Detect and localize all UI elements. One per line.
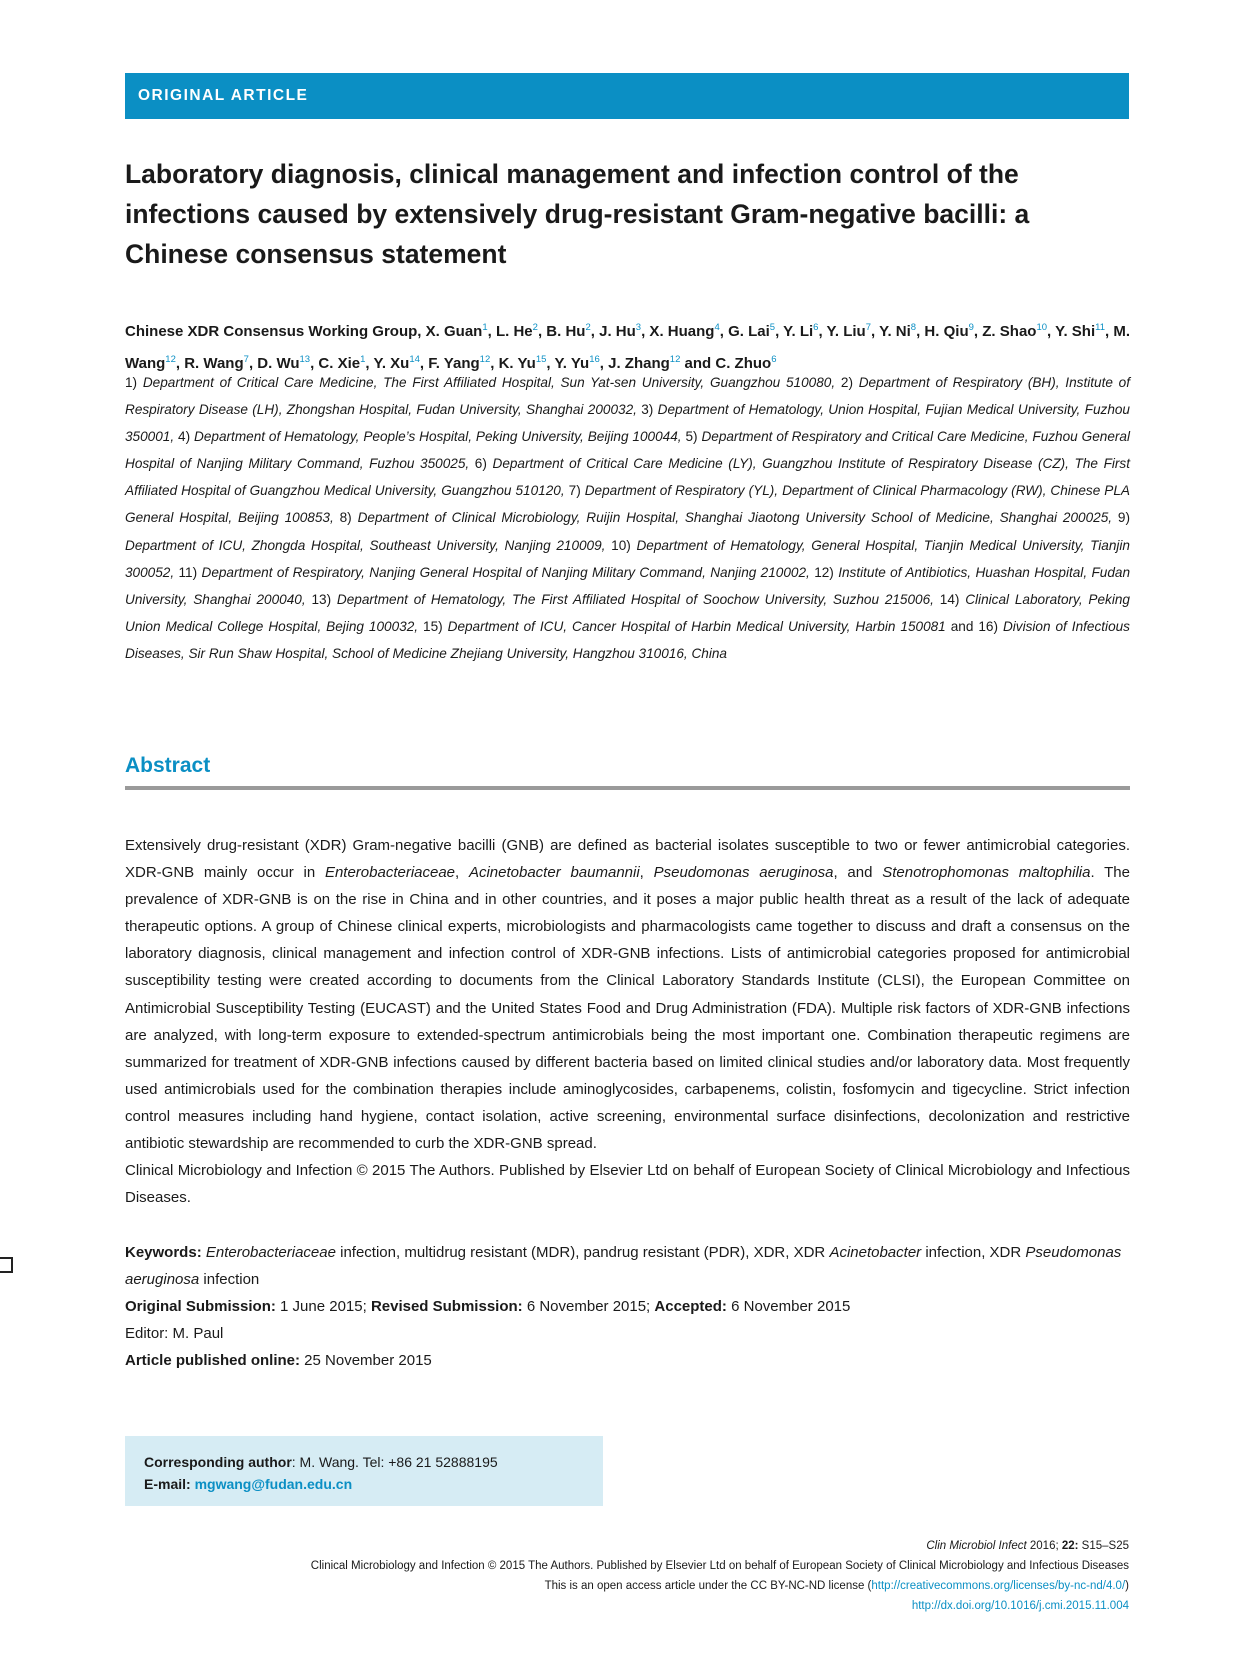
author-name: , Y. Yu — [546, 355, 590, 372]
affiliation-number: 2) — [840, 375, 859, 390]
footer-copyright: Clinical Microbiology and Infection © 2015 The Authors. Published by Elsevier Ltd on behalf of European Society of Clinical Microbiology and Infectious Diseases — [310, 1560, 1129, 1572]
page-footer — [129, 1536, 1129, 1616]
affiliation-ref[interactable]: 2 — [585, 322, 591, 333]
affiliation-ref[interactable]: 8 — [910, 322, 917, 333]
affiliation-ref[interactable]: 14 — [409, 354, 420, 365]
affiliation-ref[interactable]: 7 — [243, 354, 249, 365]
affiliation-ref[interactable]: 1 — [360, 354, 366, 365]
affiliation-number: 8) — [339, 510, 358, 526]
affiliation-number: 14) — [939, 591, 966, 607]
affiliation-ref[interactable]: 2 — [532, 322, 538, 333]
article-title: Laboratory diagnosis, clinical management and infection control of the infections caused by extensively drug-resistant Gram-negative bacilli: a Chinese consensus statement — [125, 159, 1030, 269]
author-name: , Y. Li — [775, 323, 814, 340]
affiliation-number: 12) — [814, 564, 839, 580]
affiliation-text: Institute of Antibiotics, Huashan Hospital, Fudan University, Shanghai 200040, — [125, 564, 1131, 607]
affiliation-number: 6) — [474, 456, 493, 472]
email-link[interactable]: mgwang@fudan.edu.cn — [194, 1476, 353, 1492]
affiliation-text: Department of Hematology, General Hospital, Tianjin Medical University, Tianjin 300052, — [125, 537, 1130, 580]
keywords: Keywords: Enterobacteriaceae infection, multidrug resistant (MDR), pandrug resistant (PDR), XDR, XDR Acinetobacter infection, XDR Pseudomonas aeruginosa infection — [125, 1244, 1122, 1288]
affiliation-text: Department of Critical Care Medicine, The First Affiliated Hospital, Sun Yat-sen University, Guangzhou 510080, — [142, 375, 841, 390]
article-type-banner: ORIGINAL ARTICLE — [125, 73, 1129, 119]
abstract-heading: Abstract — [125, 754, 211, 777]
author-name: , B. Hu — [537, 323, 586, 340]
affiliation-text: Department of Clinical Microbiology, Ruijin Hospital, Shanghai Jiaotong University School of Medicine, Shanghai 200025, — [357, 510, 1118, 526]
abstract-body — [125, 832, 1130, 1211]
affiliation-number: 5) — [685, 429, 702, 445]
affiliation-number: 11) — [178, 564, 202, 580]
affiliation-ref[interactable]: 12 — [669, 354, 681, 365]
license-notice: This is an open access article under the CC BY-NC-ND license (http://creativecommons.org/licenses/by-nc-nd/4.0/) — [544, 1580, 1129, 1592]
author-name: , H. Qiu — [916, 323, 969, 340]
author-name: , G. Lai — [719, 323, 770, 340]
affiliation-number: 4) — [178, 429, 195, 445]
submission-dates: Original Submission: 1 June 2015; Revised Submission: 6 November 2015; Accepted: 6 November 2015 — [125, 1298, 851, 1315]
abstract-paragraph: Extensively drug-resistant (XDR) Gram-negative bacilli (GNB) are defined as bacterial isolates susceptible to two or fewer antimicrobial categories. XDR-GNB mainly occur in Enterobacteriaceae, Acinetobacter baumannii, Pseudomonas aeruginosa, and Stenotrophomonas maltophilia. The prevalence of XDR-GNB is on the rise in China and in other countries, and it poses a major public health threat as a result of the lack of adequate therapeutic options. A group of Chinese clinical experts, microbiologists and pharmacologists came together to discuss and draft a consensus on the laboratory diagnosis, clinical management and infection control of XDR-GNB infections. Lists of antimicrobial categories proposed for antimicrobial susceptibility testing were created according to documents from the Clinical Laboratory Standards Institute (CLSI), the European Committee on Antimicrobial Susceptibility Testing (EUCAST) and the United States Food and Drug Administration (FDA). Multiple risk factors of XDR-GNB infections are analyzed, with long-term exposure to extended-spectrum antimicrobials being the most important one. Combination therapeutic regimens are summarized for treatment of XDR-GNB infections caused by different bacteria based on limited clinical studies and/or laboratory data. Most frequently used antimicrobials used for the combination therapies include aminoglycosides, carbapenems, colistin, fosfomycin and tigecycline. Strict infection control measures including hand hygiene, contact isolation, active screening, environmental surface disinfections, decolonization and restrictive antibiotic stewardship are recommended to curb the XDR-GNB spread. — [125, 837, 1130, 1153]
author-name: , D. Wu — [248, 355, 300, 372]
affiliation-text: Department of Respiratory (YL), Department of Clinical Pharmacology (RW), Chinese PLA General Hospital, Beijing 100853, — [125, 483, 1130, 526]
author-name: , L. He — [487, 323, 533, 340]
affiliation-number: 3) — [641, 402, 658, 418]
author-name: , Y. Liu — [818, 323, 866, 340]
published-online: Article published online: 25 November 2015 — [125, 1352, 432, 1369]
affiliation-ref[interactable]: 7 — [865, 322, 872, 333]
author-name: Chinese XDR Consensus Working Group, X. Guan — [125, 323, 483, 340]
affiliation-text: Department of Critical Care Medicine (LY), Guangzhou Institute of Respiratory Disease (CZ), The First Affiliated Hospital of Guangzhou Medical University, Guangzhou 510120, — [125, 456, 1130, 499]
affiliation-ref[interactable]: 10 — [1036, 322, 1048, 333]
affiliation-text: Department of Hematology, People’s Hospital, Peking University, Beijing 100044, — [194, 429, 686, 445]
affiliation-text: Department of Hematology, The First Affiliated Hospital of Soochow University, Suzhou 215006, — [336, 591, 940, 607]
article-metadata — [125, 1239, 1130, 1374]
affiliation-text: Department of Respiratory (BH), Institute of Respiratory Disease (LH), Zhongshan Hospital, Fudan University, Shanghai 200032, — [125, 375, 1130, 418]
affiliation-number: 10) — [611, 537, 637, 553]
affiliation-number: 1) — [125, 375, 143, 390]
corresponding-author: Corresponding author: M. Wang. Tel: +86 21 52888195 — [144, 1454, 498, 1470]
affiliation-ref[interactable]: 16 — [589, 354, 600, 365]
author-name: , Z. Shao — [973, 323, 1037, 340]
author-name: , M. Wang — [125, 323, 1131, 372]
author-name: and C. Zhuo — [680, 355, 772, 372]
affiliation-number: 15) — [423, 618, 448, 634]
page-edge-marker — [0, 1257, 13, 1273]
author-name: , F. Yang — [419, 355, 480, 372]
corresponding-author-box — [125, 1436, 603, 1506]
affiliation-text: Clinical Laboratory, Peking Union Medical College Hospital, Bejing 100032, — [125, 591, 1130, 634]
affiliation-ref[interactable]: 15 — [535, 354, 547, 365]
journal-citation: Clin Microbiol Infect 2016; 22: S15–S25 — [926, 1540, 1129, 1552]
affiliation-number: and 16) — [950, 618, 1003, 634]
affiliation-ref[interactable]: 13 — [299, 354, 311, 365]
affiliation-ref[interactable]: 3 — [635, 322, 642, 333]
affiliation-text: Department of Respiratory and Critical Care Medicine, Fuzhou General Hospital of Nanjing Military Command, Fuzhou 350025, — [125, 429, 1130, 472]
affiliation-ref[interactable]: 12 — [165, 354, 176, 365]
author-name: , Y. Xu — [365, 355, 410, 372]
affiliation-text: Department of Hematology, Union Hospital, Fujian Medical University, Fuzhou 350001, — [125, 402, 1130, 445]
affiliation-text: Department of ICU, Cancer Hospital of Harbin Medical University, Harbin 150081 — [447, 618, 951, 634]
affiliation-ref[interactable]: 12 — [479, 354, 491, 365]
affiliation-ref[interactable]: 6 — [771, 354, 777, 365]
affiliation-text: Department of Respiratory, Nanjing General Hospital of Nanjing Military Command, Nanjing 210002, — [201, 564, 815, 580]
affiliation-text: Division of Infectious Diseases, Sir Run Shaw Hospital, School of Medicine Zhejiang University, Hangzhou 310016, China — [125, 618, 1130, 661]
doi-link[interactable]: http://dx.doi.org/10.1016/j.cmi.2015.11.004 — [911, 1600, 1129, 1612]
affiliation-ref[interactable]: 1 — [482, 322, 488, 333]
affiliation-ref[interactable]: 11 — [1095, 322, 1105, 333]
author-name: , J. Zhang — [599, 355, 670, 372]
copyright-statement: Clinical Microbiology and Infection © 2015 The Authors. Published by Elsevier Ltd on behalf of European Society of Clinical Microbiology and Infectious Diseases. — [125, 1162, 1130, 1207]
author-name: , C. Xie — [310, 355, 361, 372]
affiliation-list — [125, 369, 1130, 667]
author-name: , K. Yu — [490, 355, 536, 372]
author-name: , R. Wang — [175, 355, 244, 372]
author-name: , Y. Shi — [1047, 323, 1096, 340]
affiliation-number: 7) — [568, 483, 585, 499]
affiliation-ref[interactable]: 9 — [968, 322, 974, 333]
affiliation-ref[interactable]: 4 — [714, 322, 720, 333]
affiliation-number: 9) — [1117, 510, 1130, 526]
author-name: , J. Hu — [590, 323, 636, 340]
affiliation-ref[interactable]: 6 — [813, 322, 819, 333]
license-link[interactable]: http://creativecommons.org/licenses/by-nc-nd/4.0/ — [871, 1580, 1126, 1592]
affiliation-ref[interactable]: 5 — [769, 322, 776, 333]
author-name: , Y. Ni — [871, 323, 911, 340]
affiliation-text: Department of ICU, Zhongda Hospital, Southeast University, Nanjing 210009, — [125, 537, 612, 553]
affiliation-number: 13) — [311, 591, 337, 607]
abstract-divider — [125, 786, 1130, 790]
editor: Editor: M. Paul — [125, 1325, 224, 1342]
author-name: , X. Huang — [641, 323, 715, 340]
corresponding-email: E-mail: mgwang@fudan.edu.cn — [144, 1476, 353, 1492]
